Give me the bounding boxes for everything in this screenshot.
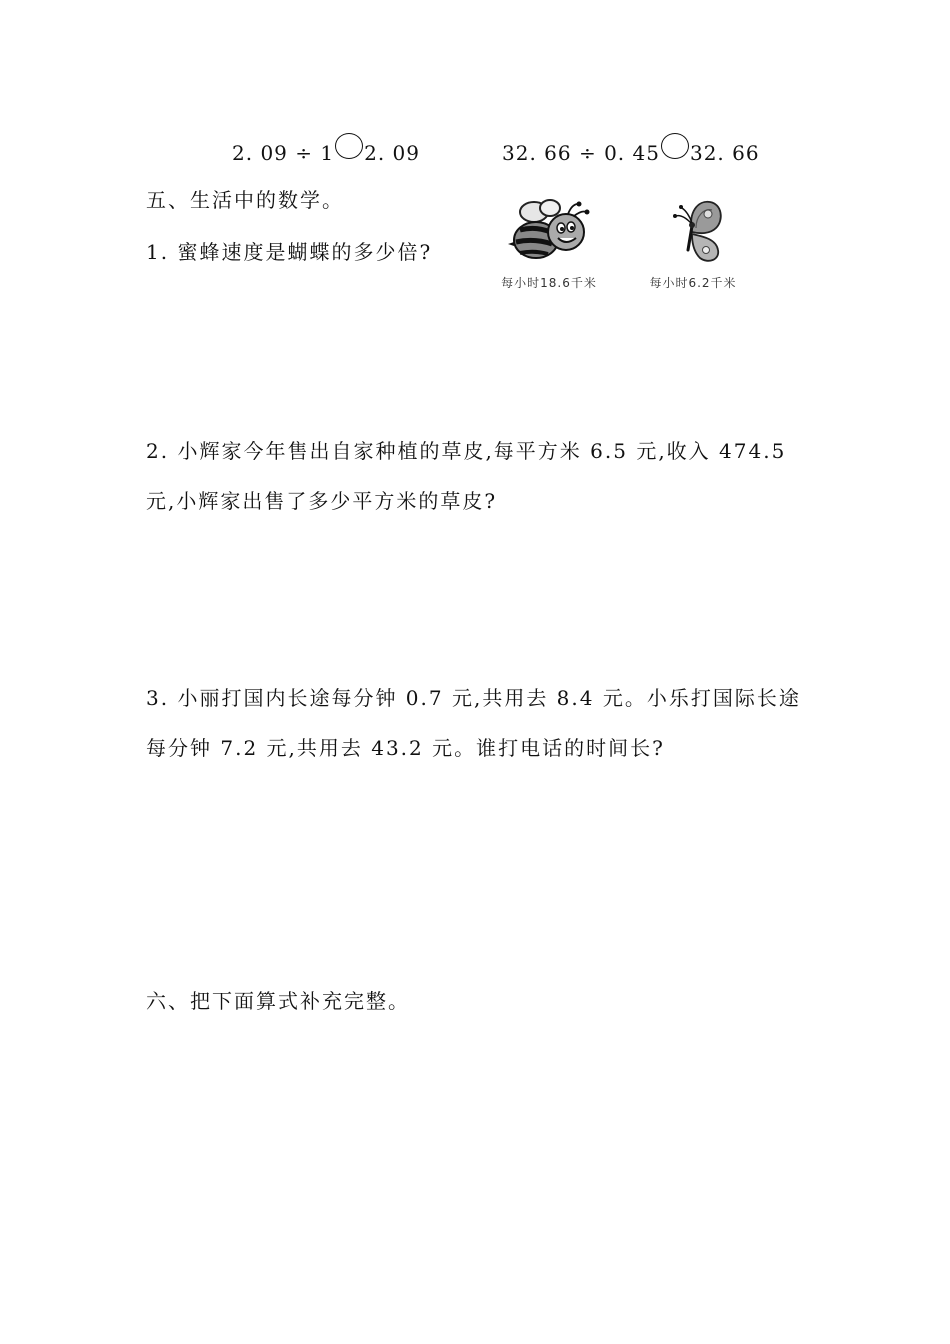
question-3-line-2: 每分钟 7.2 元,共用去 43.2 元。谁打电话的时间长? bbox=[146, 736, 665, 760]
compare-right-before: 32. 66 ÷ 0. 45 bbox=[502, 141, 660, 165]
compare-right-after: 32. 66 bbox=[689, 141, 760, 165]
compare-left-after: 2. 09 bbox=[364, 141, 420, 165]
bee-icon bbox=[506, 198, 592, 266]
question-2-line-2: 元,小辉家出售了多少平方米的草皮? bbox=[146, 489, 498, 513]
butterfly-speed-caption: 每小时6.2千米 bbox=[649, 276, 737, 290]
question-1: 1. 蜜蜂速度是蝴蝶的多少倍? bbox=[146, 240, 433, 264]
compare-expression-right bbox=[502, 140, 760, 166]
compare-expression-left bbox=[232, 140, 420, 166]
compare-left-circle-blank[interactable] bbox=[335, 133, 363, 159]
compare-right-circle-blank[interactable] bbox=[661, 133, 689, 159]
butterfly-icon bbox=[658, 198, 728, 266]
butterfly-figure bbox=[634, 198, 752, 291]
bee-speed-caption: 每小时18.6千米 bbox=[501, 276, 597, 290]
section6-title: 六、把下面算式补充完整。 bbox=[146, 989, 410, 1013]
section5-title: 五、生活中的数学。 bbox=[146, 188, 344, 212]
compare-left-before: 2. 09 ÷ 1 bbox=[232, 141, 335, 165]
question-3-line-1: 3. 小丽打国内长途每分钟 0.7 元,共用去 8.4 元。小乐打国际长途 bbox=[146, 686, 801, 710]
bee-figure bbox=[490, 198, 608, 291]
question-2-line-1: 2. 小辉家今年售出自家种植的草皮,每平方米 6.5 元,收入 474.5 bbox=[146, 439, 787, 463]
